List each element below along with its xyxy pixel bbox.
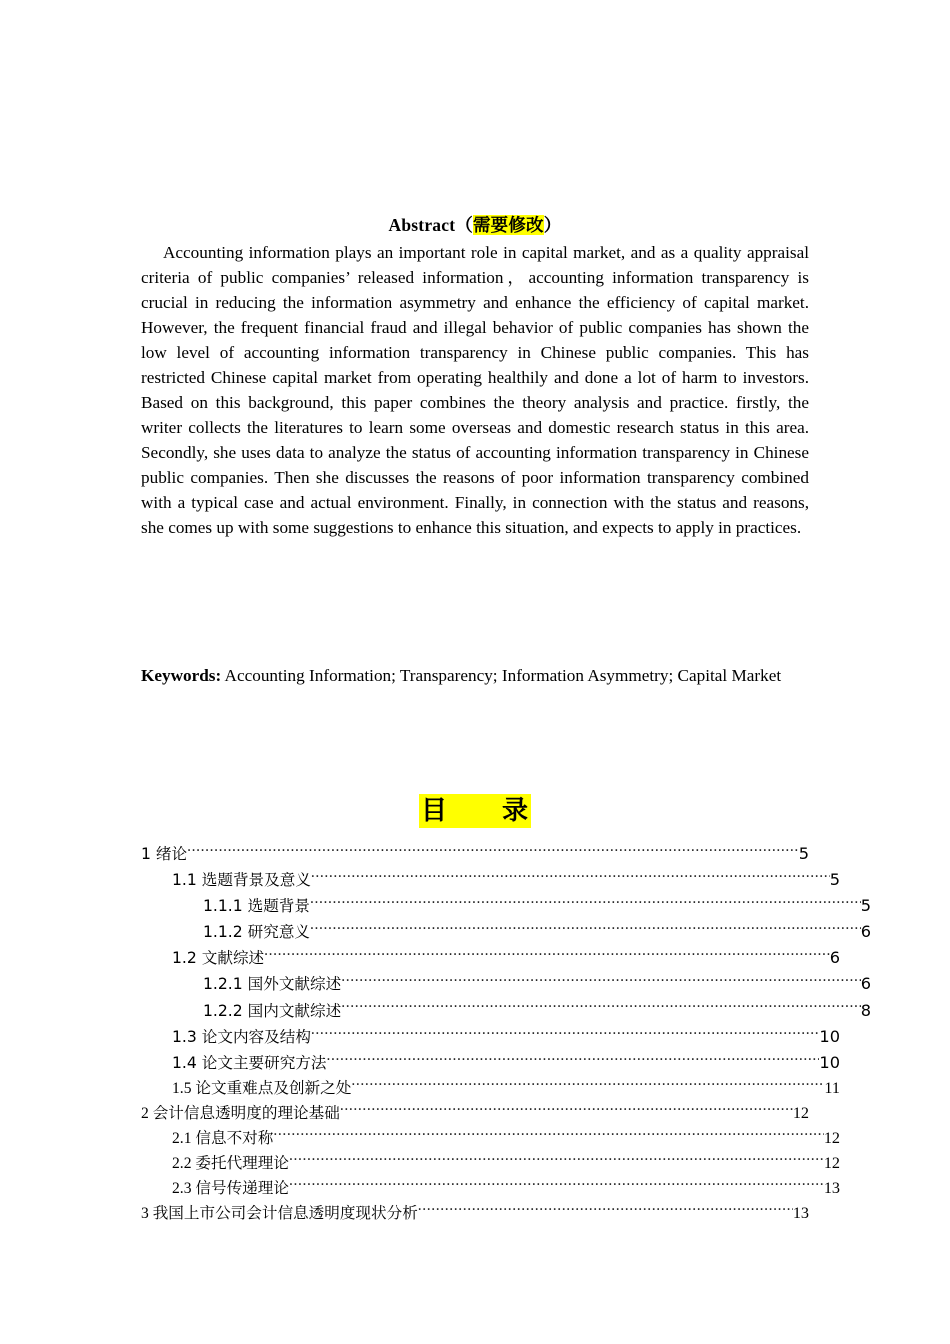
abstract-section (141, 213, 809, 540)
toc-dot-leader (341, 1000, 860, 1016)
toc-entry[interactable] (141, 1101, 809, 1126)
toc-dot-leader (264, 948, 830, 964)
toc-entry-page-number: 5 (829, 870, 840, 890)
abstract-title-paren-open: （ (455, 215, 473, 235)
toc-dot-leader (289, 1178, 824, 1194)
toc-entry-title: 1.5 论文重难点及创新之处 (172, 1079, 352, 1097)
toc-dot-leader (351, 1077, 824, 1093)
abstract-title-text: Abstract (388, 215, 456, 235)
toc-entry-page-number: 13 (823, 1179, 840, 1198)
toc-dot-leader (310, 922, 861, 938)
toc-entry-page-number: 12 (823, 1154, 840, 1173)
toc-entry[interactable] (141, 1151, 840, 1176)
toc-entry[interactable] (141, 1024, 840, 1050)
toc-dot-leader (327, 1052, 820, 1068)
toc-entry-title: 1.1.1 选题背景 (203, 897, 311, 916)
toc-entry[interactable] (141, 893, 871, 919)
toc-entry-page-number: 11 (824, 1078, 840, 1097)
toc-entry-title: 1.2.2 国内文献综述 (203, 1001, 342, 1020)
toc-dot-leader (340, 1102, 793, 1118)
toc-entry-title: 1.2 文献综述 (172, 949, 265, 968)
toc-dot-leader (273, 1127, 823, 1143)
toc-entry[interactable] (141, 1076, 840, 1101)
toc-entry-title: 1.1.2 研究意义 (203, 923, 311, 942)
toc-entry-title: 2.1 信息不对称 (172, 1130, 274, 1148)
toc-entry-title: 2.3 信号传递理论 (172, 1180, 289, 1198)
toc-entry-page-number: 12 (792, 1103, 809, 1122)
toc-entry-page-number: 6 (860, 974, 871, 994)
toc-entry[interactable] (141, 945, 840, 971)
toc-entry-title: 2.2 委托代理理论 (172, 1155, 289, 1173)
abstract-body-text: Accounting information plays an important role in capital market, and as a quality appraisal criteria of public companies’ released information，accounting information transparency is crucial in reducing the information asymmetry and enhance the efficiency of capital market. However, the frequent financial fraud and illegal behavior of public companies has shown the low level of accounting information transparency in Chinese public companies. This has restricted Chinese capital market from operating healthily and done a lot of harm to investors. Based on this background, this paper combines the theory analysis and practice. firstly, the writer collects the literatures to learn some overseas and domestic research status in this area. Secondly, she uses data to analyze the status of accounting information transparency in Chinese public companies. Then she discusses the reasons of poor information transparency combined with a typical case and actual environment. Finally, in connection with the status and reasons, she comes up with some suggestions to enhance this situation, and expects to apply in practices. (141, 243, 809, 537)
toc-dot-leader (289, 1153, 824, 1169)
toc-entry-page-number: 6 (860, 922, 871, 942)
toc-entry-page-number: 5 (860, 896, 871, 916)
toc-entry[interactable] (141, 1126, 840, 1151)
toc-dot-leader (341, 974, 860, 990)
toc-entry[interactable] (141, 841, 809, 867)
toc-entry-page-number: 13 (792, 1204, 809, 1223)
abstract-title (141, 213, 809, 238)
toc-entry-page-number: 12 (823, 1129, 840, 1148)
toc-entry-page-number: 8 (860, 1000, 871, 1020)
toc-entry-title: 1.3 论文内容及结构 (172, 1027, 311, 1046)
toc-dot-leader (418, 1203, 793, 1219)
toc-entry-page-number: 10 (819, 1052, 840, 1072)
toc-entry[interactable] (141, 971, 871, 997)
toc-entry[interactable] (141, 1050, 840, 1076)
toc-entry[interactable] (141, 867, 840, 893)
toc-entry[interactable] (141, 1201, 809, 1226)
keywords-label: Keywords: (141, 666, 222, 685)
toc-heading-text: 目 录 (420, 796, 529, 826)
toc-entry-page-number: 10 (819, 1026, 840, 1046)
toc-entry-title: 2 会计信息透明度的理论基础 (141, 1104, 340, 1122)
abstract-title-paren-close: ） (543, 215, 562, 235)
toc-heading (0, 794, 950, 828)
toc-dot-leader (187, 843, 799, 859)
keywords-value: Accounting Information; Transparency; Information Asymmetry; Capital Market (221, 666, 782, 685)
table-of-contents (141, 841, 871, 1226)
toc-entry-title: 1 绪论 (141, 845, 188, 863)
abstract-title-highlighted-note: 需要修改 (472, 215, 544, 235)
toc-entry[interactable] (141, 1176, 840, 1201)
toc-entry-page-number: 6 (829, 948, 840, 968)
toc-entry[interactable] (141, 998, 871, 1024)
toc-entry-title: 1.2.1 国外文献综述 (203, 975, 342, 994)
toc-dot-leader (311, 1026, 819, 1042)
toc-entry-title: 1.4 论文主要研究方法 (172, 1053, 327, 1072)
toc-dot-leader (310, 896, 861, 912)
keywords-line (141, 663, 809, 688)
toc-entry-page-number: 5 (798, 844, 809, 863)
toc-entry-title: 3 我国上市公司会计信息透明度现状分析 (141, 1205, 418, 1223)
toc-dot-leader (311, 870, 830, 886)
toc-entry[interactable] (141, 919, 871, 945)
toc-entry-title: 1.1 选题背景及意义 (172, 871, 311, 890)
